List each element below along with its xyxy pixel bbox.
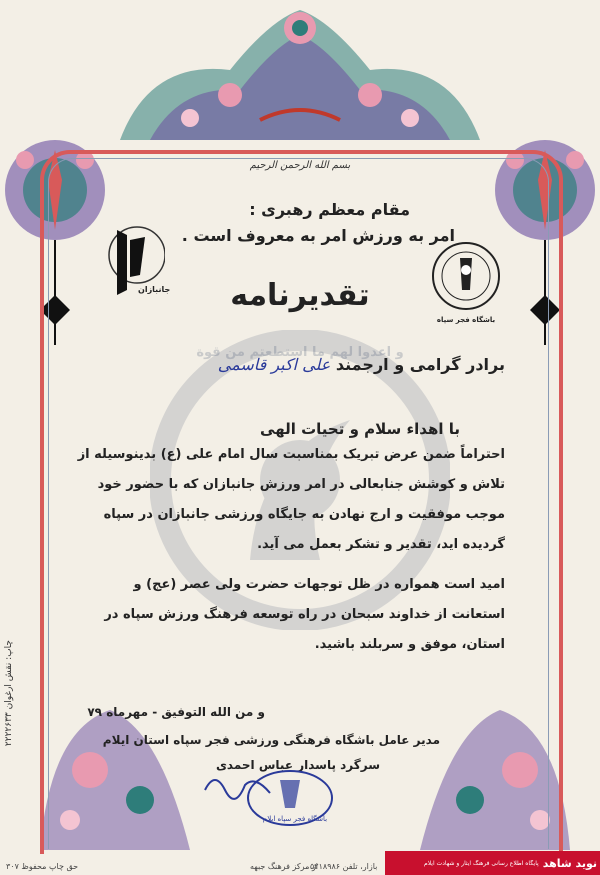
footer-phone: بازار، تلفن ۵۲۱۸۹۸۶ xyxy=(310,862,378,871)
body-line-6: استعانت از خداوند سبحان در راه توسعه فرهنگ ورزش سپاه در xyxy=(104,607,505,622)
watermark-text: و اعدوا لهم ما استطعتم من قوة xyxy=(196,345,404,360)
seal-caption: باشگاه فجر سپاه ایلام xyxy=(262,815,328,823)
recipient-prefix: برادر گرامی و ارجمند xyxy=(335,355,505,374)
brand-banner xyxy=(385,851,600,875)
quote-text: امر به ورزش امر به معروف است . xyxy=(181,226,455,245)
footer-center: از مرکز فرهنگ جبهه xyxy=(250,862,319,871)
closing-date: و من الله التوفیق - مهرماه ۷۹ xyxy=(87,705,265,719)
signatory-title: مدیر عامل باشگاه فرهنگی ورزشی فجر سپاه استان ایلام xyxy=(102,733,440,747)
greeting: با اهداء سلام و تحیات الهی xyxy=(260,420,460,438)
body-line-1: احتراماً ضمن عرض تبریک بمناسبت سال امام علی (ع) بدینوسیله از xyxy=(77,447,505,462)
certificate-title: تقدیرنامه xyxy=(230,278,370,313)
body-line-4: گردیده اید، تقدیر و تشکر بعمل می آید. xyxy=(257,537,505,552)
printer-note: چاپ: نقش ارغوان ۲۲۲۲۶۳۳ xyxy=(4,640,14,747)
body-line-3: موجب موفقیت و ارج نهادن به جایگاه ورزشی جانبازان در سپاه xyxy=(103,507,505,522)
quote-attribution: مقام معظم رهبری : xyxy=(249,200,410,219)
top-ornament xyxy=(110,0,490,150)
recipient-name: علی اکبر قاسمی xyxy=(217,355,331,374)
body-line-7: استان، موفق و سربلند باشید. xyxy=(314,637,505,652)
right-logo-caption: باشگاه فجر سپاه xyxy=(436,316,496,324)
brand-name: نوید شاهد xyxy=(542,856,597,870)
body-line-2: تلاش و کوشش جنابعالی در امر ورزش جانبازان که با حضور خود xyxy=(97,477,505,492)
footer-copyright: حق چاپ محفوظ ۳۰۷ xyxy=(6,862,79,871)
signatory-name: سرگرد پاسدار عباس احمدی xyxy=(215,758,380,772)
basmala: بسم الله الرحمن الرحیم xyxy=(249,160,351,171)
left-logo-caption: جانبازان xyxy=(138,285,171,294)
brand-tagline: پایگاه اطلاع رسانی فرهنگ ایثار و شهادت ایلام xyxy=(424,859,539,867)
body-line-5: امید است همواره در ظل توجهات حضرت ولی عصر (عج) و xyxy=(133,577,505,592)
